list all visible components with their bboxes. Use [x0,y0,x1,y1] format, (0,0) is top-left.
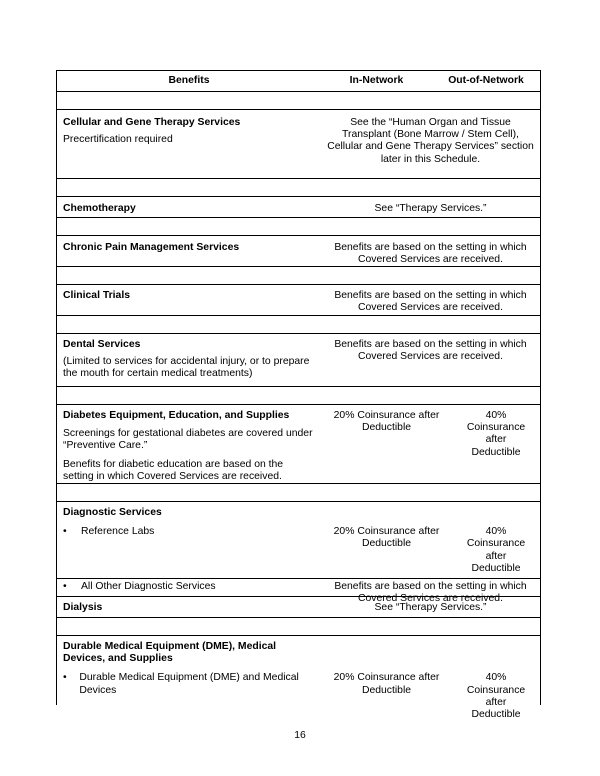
table-row [57,404,540,483]
benefits-table [56,70,541,721]
row-sub-cellular: Precertification required [63,134,173,146]
page-number: 16 [294,730,306,741]
row-title-cellular: Cellular and Gene Therapy Services [63,117,241,128]
spacer-row [57,483,540,501]
row-out-reference-labs: 40% Coinsurance after Deductible [466,526,526,574]
row-title-diabetes: Diabetes Equipment, Education, and Supplies [63,410,290,421]
header-benefits: Benefits [168,74,210,86]
table-row [57,196,540,217]
row-value-clinical-trials: Benefits are based on the setting in which Covered Services are received. [334,290,527,314]
row-sub-dental: (Limited to services for accidental injury, or to prepare the mouth for certain medical treatments) [63,356,310,380]
row-value-cellular: See the “Human Organ and Tissue Transplant (Bone Marrow / Stem Cell), Cellular and Gene Therapy Services” section later in this Schedule. [327,117,534,165]
bullet-icon: • [63,581,67,593]
spacer-row [57,315,540,333]
spacer-row [57,617,540,635]
table-row [57,501,540,605]
spacer-row [57,217,540,235]
table-row [57,284,540,315]
row-title-diagnostic: Diagnostic Services [63,507,162,518]
row-value-dialysis: See “Therapy Services.” [374,602,487,613]
row-sub-diabetes-1: Screenings for gestational diabetes are covered under “Preventive Care.” [63,428,313,452]
dme-item-equipment: Durable Medical Equipment (DME) and Medical Devices [79,672,299,696]
row-value-other-diagnostic: Benefits are based on the setting in which Covered Services are received. [334,581,527,605]
table-row [57,635,540,721]
table-header-row [57,70,540,91]
row-in-dme: 20% Coinsurance after Deductible [333,672,440,696]
table-row [57,109,540,178]
row-sub-diabetes-2: Benefits for diabetic education are based on the setting in which Covered Services are received. [63,458,284,482]
header-in-network: In-Network [349,74,404,86]
diagnostic-item-other: All Other Diagnostic Services [81,581,216,593]
row-in-reference-labs: 20% Coinsurance after Deductible [333,526,440,550]
bullet-icon: • [63,526,67,538]
row-value-chemotherapy: See “Therapy Services.” [374,203,487,214]
row-title-chemotherapy: Chemotherapy [63,203,136,214]
row-title-dialysis: Dialysis [63,602,103,613]
table-row [57,235,540,266]
spacer-row [57,91,540,109]
row-title-dme: Durable Medical Equipment (DME), Medical Devices, and Supplies [63,641,277,665]
row-out-dme: 40% Coinsurance after Deductible [466,672,526,721]
row-title-dental: Dental Services [63,339,141,350]
diagnostic-item-reference-labs: Reference Labs [81,526,155,538]
row-title-chronic-pain: Chronic Pain Management Services [63,242,240,253]
bullet-icon: • [63,672,67,684]
row-value-chronic-pain: Benefits are based on the setting in which Covered Services are received. [334,242,527,266]
row-value-dental: Benefits are based on the setting in which Covered Services are received. [334,339,527,363]
row-title-clinical-trials: Clinical Trials [63,290,130,301]
header-out-of-network: Out-of-Network [448,74,524,86]
table-row [57,333,540,386]
spacer-row [57,266,540,284]
row-in-diabetes: 20% Coinsurance after Deductible [333,410,440,434]
row-out-diabetes: 40% Coinsurance after Deductible [466,410,526,458]
spacer-row [57,386,540,404]
spacer-row [57,178,540,196]
